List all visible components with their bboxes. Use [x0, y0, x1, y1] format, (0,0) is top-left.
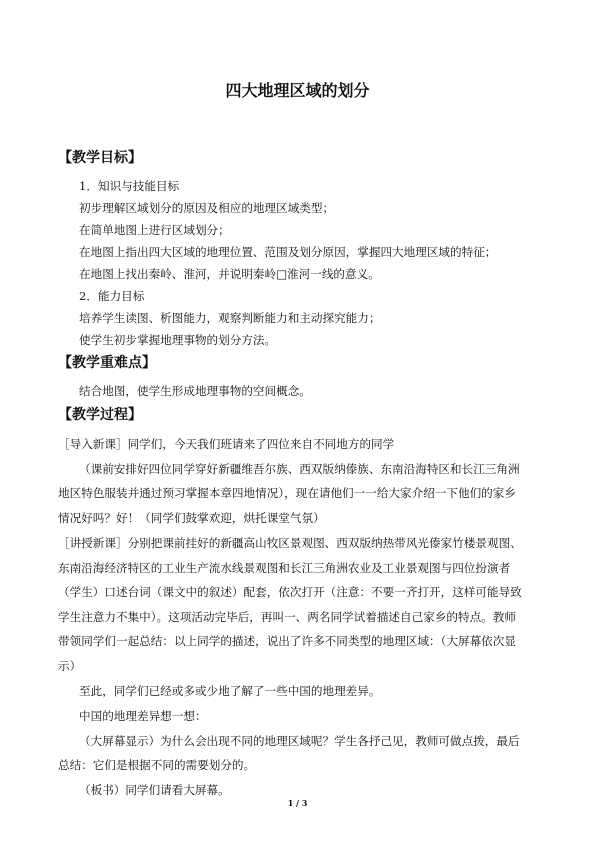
section-heading-key-points: 【教学重难点】 [58, 355, 156, 371]
paragraph-line: 结合地图，使学生形成地理事物的空间概念。 [79, 384, 311, 398]
paragraph-line: （学生）口述台词（课文中的叙述）配套，依次打开（注意：不要一齐打开，这样可能导致 [58, 585, 522, 599]
paragraph-line: 2．能力目标 [79, 289, 145, 303]
paragraph-line: （课前安排好四位同学穿好新疆维吾尔族、西双版纳傣族、东南沿海特区和长江三角洲 [79, 462, 520, 476]
page-number: 1 / 3 [287, 798, 308, 808]
section-heading-process: 【教学过程】 [58, 407, 142, 423]
paragraph-line: 在简单地图上进行区域划分； [79, 223, 230, 237]
paragraph-line: ［导入新课］同学们，今天我们班请来了四位来自不同地方的同学 [58, 437, 395, 451]
paragraph-line: 带领同学们一起总结：以上同学的描述，说出了许多不同类型的地理区域：（大屏幕依次显 [58, 634, 516, 648]
paragraph-line: 在地图上指出四大区域的地理位置、范围及划分原因，掌握四大地理区域的特征； [79, 245, 497, 259]
paragraph-line: 示） [58, 659, 82, 673]
paragraph-line: 情况好吗？好！（同学们鼓掌欢迎，烘托课堂气氛） [58, 511, 325, 525]
paragraph-line: 学生注意力不集中）。这项活动完毕后，再叫一、两名同学试着描述自己家乡的特点。教师 [58, 610, 516, 624]
paragraph-line: （大屏幕显示）为什么会出现不同的地理区域呢？学生各抒己见，教师可做点拨，最后 [79, 734, 520, 748]
paragraph-line: 初步理解区域划分的原因及相应的地理区域类型； [79, 201, 335, 215]
section-heading-objectives: 【教学目标】 [58, 150, 142, 166]
paragraph-line: 在地图上找出秦岭、淮河，并说明秦岭□淮河一线的意义。 [79, 267, 380, 281]
paragraph-line: 东南沿海经济特区的工业生产流水线景观图和长江三角洲农业及工业景观图与四位扮演者 [58, 561, 511, 575]
document-title: 四大地理区域的划分 [225, 81, 370, 100]
paragraph-line: 至此，同学们已经或多或少地了解了一些中国的地理差异。 [79, 684, 381, 698]
paragraph-line: 中国的地理差异想一想： [79, 709, 207, 723]
paragraph-line: 使学生初步掌握地理事物的划分方法。 [79, 333, 277, 347]
paragraph-line: ［讲授新课］分别把课前挂好的新疆高山牧区景观图、西双版纳热带风光傣家竹楼景观图、 [58, 536, 522, 550]
paragraph-line: （板书）同学们请看大屏幕。 [79, 783, 230, 797]
paragraph-line: 总结：它们是根据不同的需要划分的。 [58, 758, 256, 772]
paragraph-line: 1．知识与技能目标 [79, 179, 180, 193]
paragraph-line: 培养学生读图、析图能力，观察判断能力和主动探究能力； [79, 311, 381, 325]
paragraph-line: 地区特色服装并通过预习掌握本章四地情况），现在请他们一一给大家介绍一下他们的家乡 [58, 486, 516, 500]
